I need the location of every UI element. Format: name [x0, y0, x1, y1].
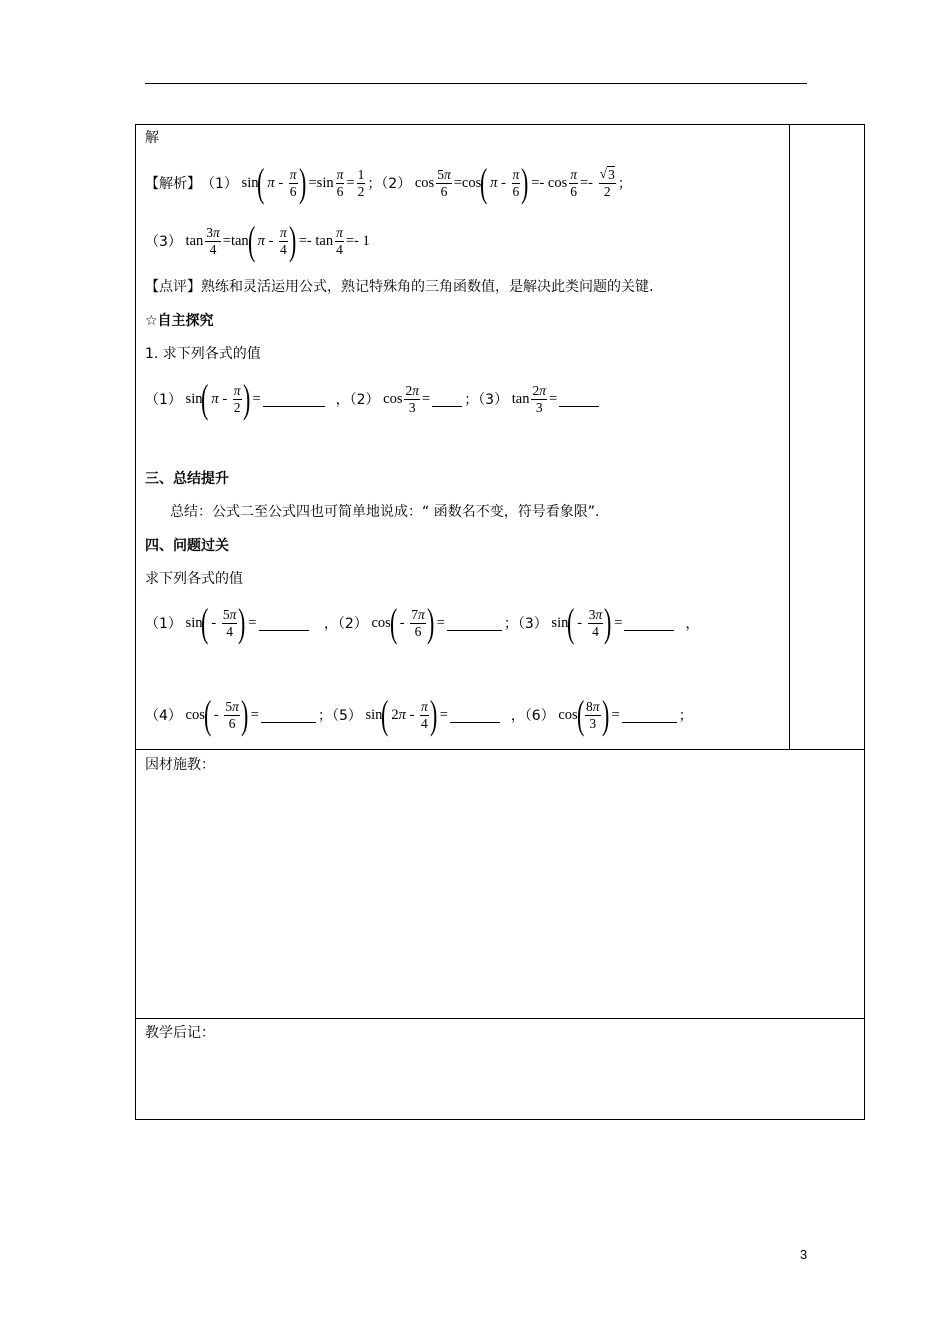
analysis-part3-label: （3） [145, 234, 182, 250]
problems-row-2: （4） cos ( - $\frac{5\pi}{6}$ ) = ；（5） sin ( 2π - $\frac{\pi}{4}$ ) = ，（6） cos ( $\frac{8\pi}{3}$ ) = ； [145, 692, 693, 737]
explore-item3-label: ；（3） [464, 392, 509, 408]
explore-exercises: （1） sin ( π - $\frac{\pi}{2}$ ) = ，（2） cos $\frac{2\pi}{3}$ = ；（3） tan $\frac{2\pi}{3}$ = [145, 378, 601, 420]
analysis-line-3: （3） tan $\frac{3\pi}{4}$ =tan ( π - $\frac{\pi}{4}$ ) =- tan $\frac{\pi}{4}$ =- 1 [145, 218, 370, 263]
explore-heading: ☆自主探究 [145, 313, 214, 329]
answer-blank[interactable] [447, 616, 502, 631]
answer-blank[interactable] [622, 708, 677, 723]
answer-blank[interactable] [259, 616, 309, 631]
analysis-part1-label: （1） [201, 176, 238, 192]
summary-heading: 三、总结提升 [145, 471, 229, 487]
table-row-divider [135, 1018, 865, 1019]
explore-item1-label: （1） [145, 392, 182, 408]
header-rule [145, 83, 807, 84]
problems-heading: 四、问题过关 [145, 538, 229, 554]
comment-text: 【点评】熟练和灵活运用公式，熟记特殊角的三角函数值，是解决此类问题的关键. [145, 279, 654, 295]
solution-label: 解 [145, 130, 159, 146]
problem-4-label: （4） [145, 708, 182, 724]
answer-blank[interactable] [450, 708, 500, 723]
analysis-semicolon: ； [617, 176, 632, 192]
table-row-divider [135, 749, 865, 750]
problems-row-1: （1） sin ( - $\frac{5\pi}{4}$ ) = ，（2） cos ( - $\frac{7\pi}{6}$ ) = ；（3） sin ( - $\frac{3\pi}{4}$ ) = ， [145, 600, 700, 645]
problem-5-label: ；（5） [317, 708, 362, 724]
analysis-tag: 【解析】 [145, 176, 201, 192]
table-column-divider [789, 124, 790, 750]
analysis-line: 【解析】 （1） sin ( π - $\frac{\pi}{6}$ ) =sin $\frac{\pi}{6}$ = $\frac{1}{2}$ ；（2） cos $\frac{5\pi}{6}$ =cos ( π - $\frac{\pi}{6}$ ) =- cos $\frac{\pi}{6}$ =- √ 3 2 ； [145, 160, 632, 205]
problem-2-label: ，（2） [323, 616, 368, 632]
page-number: 3 [800, 1247, 808, 1262]
answer-blank[interactable] [261, 708, 316, 723]
problem-6-label: ，（6） [510, 708, 555, 724]
answer-blank[interactable] [263, 392, 325, 407]
problem-1-label: （1） [145, 616, 182, 632]
explore-question: 1. 求下列各式的值 [145, 346, 261, 362]
answer-blank[interactable] [432, 392, 462, 407]
summary-text: 总结：公式二至公式四也可简单地说成：“ 函数名不变，符号看象限”. [170, 504, 600, 520]
problems-question: 求下列各式的值 [145, 571, 243, 587]
analysis-part2-label: ；（2） [367, 176, 412, 192]
problem-3-label: ；（3） [503, 616, 548, 632]
explore-item2-label: ，（2） [335, 392, 380, 408]
answer-blank[interactable] [624, 616, 674, 631]
teaching-notes-label: 教学后记： [145, 1025, 215, 1041]
answer-blank[interactable] [559, 392, 599, 407]
adapt-teaching-label: 因材施教： [145, 757, 215, 773]
